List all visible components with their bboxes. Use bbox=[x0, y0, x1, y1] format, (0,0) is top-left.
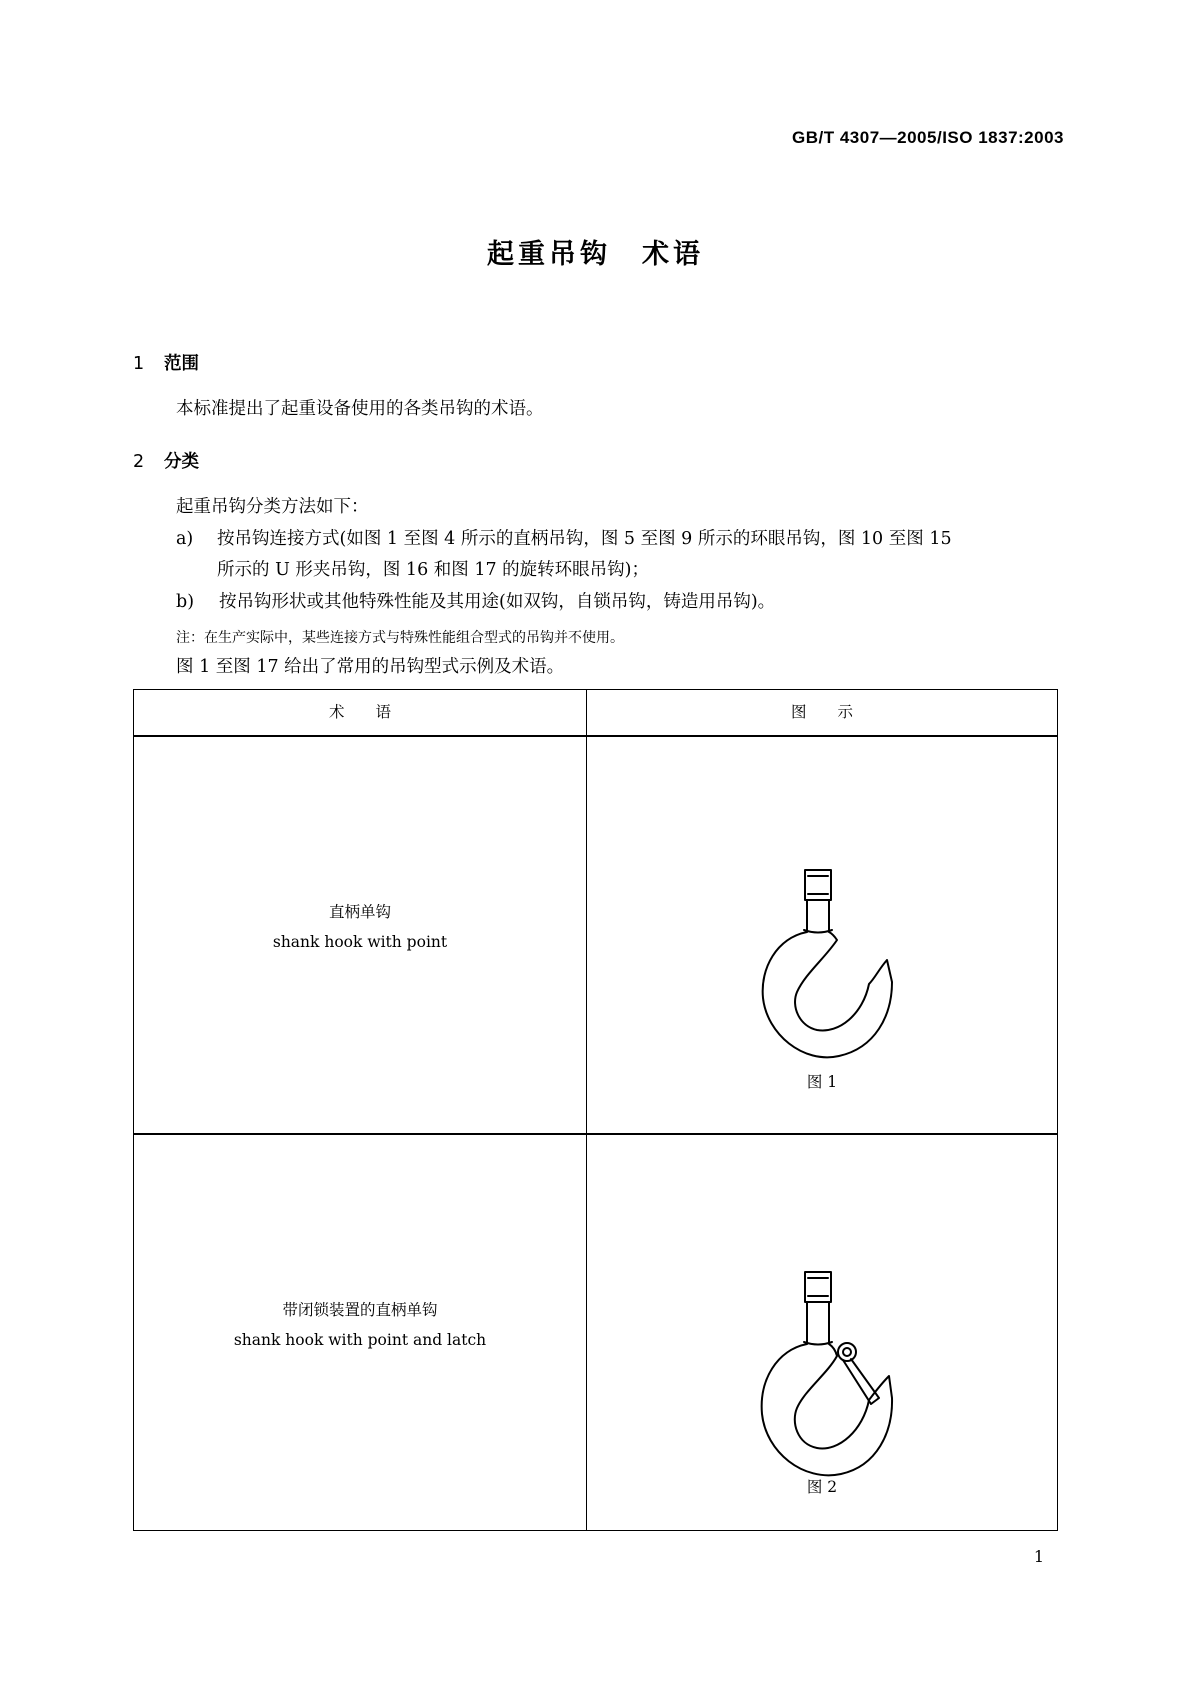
term-english: shank hook with point bbox=[272, 933, 448, 951]
shank-hook-latch-icon bbox=[747, 1270, 907, 1490]
list-item-a-line1: 按吊钩连接方式(如图 1 至图 4 所示的直柄吊钩，图 5 至图 9 所示的环眼吊钩，图 10 至图 15 bbox=[217, 529, 952, 549]
table-row-1-figure bbox=[587, 736, 1057, 1133]
list-item-a-marker: a) bbox=[176, 529, 194, 549]
terms-table bbox=[133, 689, 1058, 1531]
classification-note: 注：在生产实际中，某些连接方式与特殊性能组合型式的吊钩并不使用。 bbox=[176, 630, 624, 646]
section-2-heading bbox=[133, 448, 199, 473]
shank-hook-icon bbox=[747, 866, 907, 1066]
standard-code: GB/T 4307—2005/ISO 1837:2003 bbox=[792, 128, 1064, 147]
table-header-term: 术 语 bbox=[328, 703, 391, 721]
table-header-figure: 图 示 bbox=[790, 703, 853, 721]
term-chinese: 直柄单钩 bbox=[328, 903, 391, 921]
list-item-a-line2: 所示的 U 形夹吊钩，图 16 和图 17 的旋转环眼吊钩)； bbox=[217, 560, 649, 580]
term-chinese: 带闭锁装置的直柄单钩 bbox=[282, 1301, 438, 1319]
table-row-2-figure bbox=[587, 1135, 1057, 1531]
list-item-b-text: 按吊钩形状或其他特殊性能及其用途(如双钩，自锁吊钩，铸造用吊钩)。 bbox=[219, 592, 776, 612]
page-number: 1 bbox=[1033, 1547, 1044, 1566]
table-row-1-term bbox=[134, 897, 586, 957]
section-2-title: 分类 bbox=[164, 452, 199, 472]
section-2-closing: 图 1 至图 17 给出了常用的吊钩型式示例及术语。 bbox=[176, 657, 565, 677]
section-1-title: 范围 bbox=[164, 354, 199, 374]
term-english: shank hook with point and latch bbox=[233, 1331, 487, 1349]
list-item-b-marker: b) bbox=[176, 592, 195, 612]
section-1-body: 本标准提出了起重设备使用的各类吊钩的术语。 bbox=[176, 399, 544, 419]
document-title: 起重吊钩 术语 bbox=[487, 239, 704, 270]
figure-1-caption: 图 1 bbox=[806, 1073, 838, 1091]
section-2-intro: 起重吊钩分类方法如下： bbox=[176, 497, 369, 517]
section-1-number: 1 bbox=[133, 354, 145, 374]
section-2-number: 2 bbox=[133, 452, 145, 472]
table-row-2-term bbox=[134, 1295, 586, 1355]
section-1-heading bbox=[133, 350, 199, 375]
figure-2-caption: 图 2 bbox=[806, 1478, 838, 1496]
